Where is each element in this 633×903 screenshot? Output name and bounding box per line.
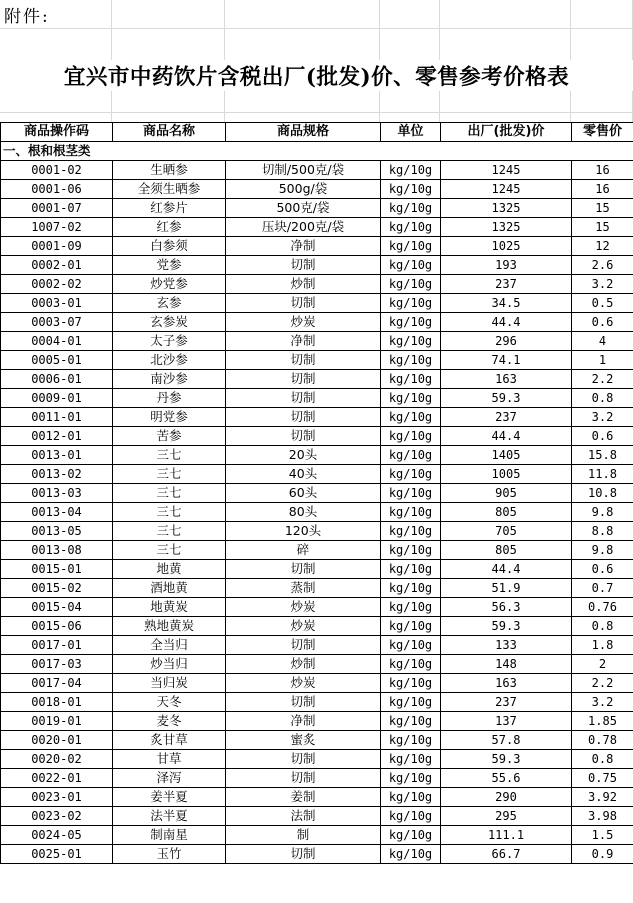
cell-name: 法半夏 — [113, 807, 226, 826]
cell-name: 全须生晒参 — [113, 180, 226, 199]
cell-unit: kg/10g — [381, 731, 441, 750]
cell-spec: 切制 — [226, 256, 381, 275]
cell-name: 玉竹 — [113, 845, 226, 864]
cell-wholesale: 705 — [441, 522, 572, 541]
cell-name: 酒地黄 — [113, 579, 226, 598]
cell-retail: 1.85 — [572, 712, 633, 731]
cell-code: 0002-02 — [1, 275, 113, 294]
cell-retail: 16 — [572, 180, 633, 199]
cell-retail: 8.8 — [572, 522, 633, 541]
cell-wholesale: 111.1 — [441, 826, 572, 845]
table-row — [1, 788, 633, 807]
cell-spec: 切制 — [226, 636, 381, 655]
cell-unit: kg/10g — [381, 237, 441, 256]
cell-code: 0012-01 — [1, 427, 113, 446]
cell-retail: 1 — [572, 351, 633, 370]
table-row — [1, 408, 633, 427]
cell-code: 0023-02 — [1, 807, 113, 826]
cell-retail: 0.5 — [572, 294, 633, 313]
header-row — [1, 123, 633, 142]
cell-name: 炒当归 — [113, 655, 226, 674]
cell-code: 0013-03 — [1, 484, 113, 503]
cell-code: 0006-01 — [1, 370, 113, 389]
table-row — [1, 313, 633, 332]
attachment-label: 附件: — [4, 7, 50, 27]
cell-wholesale: 137 — [441, 712, 572, 731]
cell-unit: kg/10g — [381, 484, 441, 503]
cell-name: 三七 — [113, 522, 226, 541]
cell-name: 党参 — [113, 256, 226, 275]
cell-spec: 制 — [226, 826, 381, 845]
cell-unit: kg/10g — [381, 522, 441, 541]
cell-wholesale: 1325 — [441, 199, 572, 218]
cell-name: 麦冬 — [113, 712, 226, 731]
cell-wholesale: 163 — [441, 370, 572, 389]
cell-retail: 11.8 — [572, 465, 633, 484]
table-row — [1, 750, 633, 769]
cell-spec: 净制 — [226, 712, 381, 731]
cell-code: 0013-01 — [1, 446, 113, 465]
category-label: 一、根和根茎类 — [1, 142, 633, 161]
cell-spec: 蜜炙 — [226, 731, 381, 750]
cell-unit: kg/10g — [381, 256, 441, 275]
table-row — [1, 769, 633, 788]
cell-unit: kg/10g — [381, 788, 441, 807]
cell-wholesale: 1025 — [441, 237, 572, 256]
cell-retail: 0.75 — [572, 769, 633, 788]
cell-unit: kg/10g — [381, 712, 441, 731]
cell-spec: 切制 — [226, 693, 381, 712]
cell-unit: kg/10g — [381, 541, 441, 560]
cell-wholesale: 1005 — [441, 465, 572, 484]
cell-retail: 3.2 — [572, 693, 633, 712]
cell-wholesale: 66.7 — [441, 845, 572, 864]
cell-code: 0013-05 — [1, 522, 113, 541]
cell-spec: 切制 — [226, 560, 381, 579]
cell-code: 0017-03 — [1, 655, 113, 674]
cell-retail: 1.5 — [572, 826, 633, 845]
cell-retail: 10.8 — [572, 484, 633, 503]
cell-wholesale: 44.4 — [441, 427, 572, 446]
table-row — [1, 598, 633, 617]
cell-code: 0013-04 — [1, 503, 113, 522]
cell-unit: kg/10g — [381, 446, 441, 465]
cell-code: 0019-01 — [1, 712, 113, 731]
cell-name: 炙甘草 — [113, 731, 226, 750]
cell-retail: 0.8 — [572, 389, 633, 408]
cell-code: 0009-01 — [1, 389, 113, 408]
cell-unit: kg/10g — [381, 655, 441, 674]
table-row — [1, 636, 633, 655]
cell-unit: kg/10g — [381, 161, 441, 180]
col-header-wholesale: 出厂(批发)价 — [441, 123, 572, 142]
cell-wholesale: 295 — [441, 807, 572, 826]
cell-code: 0002-01 — [1, 256, 113, 275]
sheet-preamble — [0, 0, 633, 122]
cell-code: 0001-06 — [1, 180, 113, 199]
cell-unit: kg/10g — [381, 617, 441, 636]
cell-code: 0015-02 — [1, 579, 113, 598]
cell-code: 0015-06 — [1, 617, 113, 636]
table-row — [1, 161, 633, 180]
cell-unit: kg/10g — [381, 579, 441, 598]
table-row — [1, 218, 633, 237]
col-header-unit: 单位 — [381, 123, 441, 142]
cell-code: 0004-01 — [1, 332, 113, 351]
cell-spec: 切制 — [226, 370, 381, 389]
cell-spec: 炒炭 — [226, 598, 381, 617]
cell-unit: kg/10g — [381, 826, 441, 845]
cell-unit: kg/10g — [381, 218, 441, 237]
cell-unit: kg/10g — [381, 750, 441, 769]
cell-code: 0005-01 — [1, 351, 113, 370]
cell-unit: kg/10g — [381, 845, 441, 864]
cell-unit: kg/10g — [381, 427, 441, 446]
cell-retail: 0.76 — [572, 598, 633, 617]
cell-wholesale: 296 — [441, 332, 572, 351]
cell-retail: 0.7 — [572, 579, 633, 598]
cell-unit: kg/10g — [381, 636, 441, 655]
cell-name: 三七 — [113, 465, 226, 484]
cell-name: 红参 — [113, 218, 226, 237]
cell-wholesale: 163 — [441, 674, 572, 693]
cell-spec: 净制 — [226, 237, 381, 256]
cell-wholesale: 148 — [441, 655, 572, 674]
cell-wholesale: 34.5 — [441, 294, 572, 313]
cell-retail: 0.8 — [572, 750, 633, 769]
cell-spec: 切制 — [226, 845, 381, 864]
cell-name: 三七 — [113, 503, 226, 522]
cell-spec: 姜制 — [226, 788, 381, 807]
table-row — [1, 256, 633, 275]
cell-spec: 切制 — [226, 769, 381, 788]
cell-wholesale: 56.3 — [441, 598, 572, 617]
table-row — [1, 560, 633, 579]
cell-spec: 20头 — [226, 446, 381, 465]
cell-code: 0013-02 — [1, 465, 113, 484]
cell-code: 0013-08 — [1, 541, 113, 560]
table-row — [1, 484, 633, 503]
cell-retail: 9.8 — [572, 541, 633, 560]
table-row — [1, 807, 633, 826]
table-row — [1, 503, 633, 522]
cell-name: 天冬 — [113, 693, 226, 712]
cell-wholesale: 237 — [441, 693, 572, 712]
cell-spec: 炒制 — [226, 275, 381, 294]
cell-wholesale: 74.1 — [441, 351, 572, 370]
cell-name: 姜半夏 — [113, 788, 226, 807]
cell-code: 0018-01 — [1, 693, 113, 712]
cell-spec: 切制 — [226, 408, 381, 427]
cell-unit: kg/10g — [381, 199, 441, 218]
cell-wholesale: 1405 — [441, 446, 572, 465]
table-row — [1, 446, 633, 465]
col-header-name: 商品名称 — [113, 123, 226, 142]
cell-code: 0001-02 — [1, 161, 113, 180]
cell-spec: 500g/袋 — [226, 180, 381, 199]
cell-retail: 2.6 — [572, 256, 633, 275]
cell-wholesale: 805 — [441, 503, 572, 522]
cell-retail: 12 — [572, 237, 633, 256]
cell-name: 北沙参 — [113, 351, 226, 370]
table-row — [1, 693, 633, 712]
cell-wholesale: 44.4 — [441, 313, 572, 332]
cell-retail: 15 — [572, 218, 633, 237]
cell-retail: 2 — [572, 655, 633, 674]
cell-retail: 3.92 — [572, 788, 633, 807]
cell-spec: 切制 — [226, 351, 381, 370]
table-row — [1, 541, 633, 560]
cell-code: 0024-05 — [1, 826, 113, 845]
cell-name: 地黄 — [113, 560, 226, 579]
cell-unit: kg/10g — [381, 465, 441, 484]
cell-spec: 切制/500克/袋 — [226, 161, 381, 180]
cell-unit: kg/10g — [381, 503, 441, 522]
cell-wholesale: 1245 — [441, 180, 572, 199]
cell-code: 0020-02 — [1, 750, 113, 769]
cell-wholesale: 133 — [441, 636, 572, 655]
cell-code: 0022-01 — [1, 769, 113, 788]
cell-spec: 法制 — [226, 807, 381, 826]
cell-unit: kg/10g — [381, 389, 441, 408]
cell-wholesale: 57.8 — [441, 731, 572, 750]
cell-name: 全当归 — [113, 636, 226, 655]
cell-wholesale: 290 — [441, 788, 572, 807]
cell-retail: 2.2 — [572, 674, 633, 693]
table-row — [1, 731, 633, 750]
cell-spec: 蒸制 — [226, 579, 381, 598]
cell-wholesale: 44.4 — [441, 560, 572, 579]
cell-spec: 炒炭 — [226, 617, 381, 636]
table-row — [1, 237, 633, 256]
table-row — [1, 617, 633, 636]
table-row — [1, 427, 633, 446]
cell-code: 0003-07 — [1, 313, 113, 332]
cell-unit: kg/10g — [381, 332, 441, 351]
cell-retail: 3.2 — [572, 408, 633, 427]
cell-retail: 0.6 — [572, 313, 633, 332]
col-header-spec: 商品规格 — [226, 123, 381, 142]
col-header-code: 商品操作码 — [1, 123, 113, 142]
table-row — [1, 845, 633, 864]
cell-name: 红参片 — [113, 199, 226, 218]
cell-name: 熟地黄炭 — [113, 617, 226, 636]
cell-retail: 2.2 — [572, 370, 633, 389]
cell-code: 0001-07 — [1, 199, 113, 218]
cell-spec: 切制 — [226, 294, 381, 313]
cell-spec: 炒炭 — [226, 674, 381, 693]
cell-retail: 0.78 — [572, 731, 633, 750]
cell-name: 当归炭 — [113, 674, 226, 693]
cell-spec: 切制 — [226, 750, 381, 769]
cell-spec: 炒制 — [226, 655, 381, 674]
cell-name: 太子参 — [113, 332, 226, 351]
cell-name: 玄参炭 — [113, 313, 226, 332]
cell-code: 0017-01 — [1, 636, 113, 655]
cell-name: 白参须 — [113, 237, 226, 256]
cell-name: 明党参 — [113, 408, 226, 427]
cell-retail: 9.8 — [572, 503, 633, 522]
cell-unit: kg/10g — [381, 313, 441, 332]
cell-code: 0015-01 — [1, 560, 113, 579]
cell-wholesale: 237 — [441, 275, 572, 294]
cell-unit: kg/10g — [381, 598, 441, 617]
table-row — [1, 180, 633, 199]
cell-retail: 15.8 — [572, 446, 633, 465]
cell-unit: kg/10g — [381, 180, 441, 199]
cell-code: 0015-04 — [1, 598, 113, 617]
cell-name: 三七 — [113, 484, 226, 503]
cell-unit: kg/10g — [381, 693, 441, 712]
table-row — [1, 199, 633, 218]
cell-spec: 120头 — [226, 522, 381, 541]
table-row — [1, 674, 633, 693]
cell-code: 0011-01 — [1, 408, 113, 427]
cell-unit: kg/10g — [381, 351, 441, 370]
cell-retail: 3.2 — [572, 275, 633, 294]
cell-unit: kg/10g — [381, 807, 441, 826]
cell-retail: 0.9 — [572, 845, 633, 864]
col-header-retail: 零售价 — [572, 123, 633, 142]
cell-spec: 切制 — [226, 389, 381, 408]
cell-name: 南沙参 — [113, 370, 226, 389]
cell-wholesale: 805 — [441, 541, 572, 560]
cell-unit: kg/10g — [381, 769, 441, 788]
cell-spec: 500克/袋 — [226, 199, 381, 218]
cell-unit: kg/10g — [381, 408, 441, 427]
cell-name: 泽泻 — [113, 769, 226, 788]
cell-name: 制南星 — [113, 826, 226, 845]
table-row — [1, 332, 633, 351]
cell-code: 1007-02 — [1, 218, 113, 237]
cell-retail: 16 — [572, 161, 633, 180]
cell-wholesale: 55.6 — [441, 769, 572, 788]
table-row — [1, 655, 633, 674]
cell-code: 0003-01 — [1, 294, 113, 313]
cell-spec: 60头 — [226, 484, 381, 503]
cell-code: 0001-09 — [1, 237, 113, 256]
table-row — [1, 826, 633, 845]
cell-spec: 净制 — [226, 332, 381, 351]
category-row — [1, 142, 633, 161]
cell-name: 三七 — [113, 541, 226, 560]
cell-name: 地黄炭 — [113, 598, 226, 617]
table-row — [1, 389, 633, 408]
cell-name: 甘草 — [113, 750, 226, 769]
table-row — [1, 465, 633, 484]
cell-retail: 0.8 — [572, 617, 633, 636]
cell-name: 玄参 — [113, 294, 226, 313]
cell-name: 炒党参 — [113, 275, 226, 294]
cell-retail: 0.6 — [572, 427, 633, 446]
table-row — [1, 370, 633, 389]
cell-wholesale: 59.3 — [441, 389, 572, 408]
cell-retail: 15 — [572, 199, 633, 218]
cell-spec: 炒炭 — [226, 313, 381, 332]
table-row — [1, 294, 633, 313]
cell-unit: kg/10g — [381, 674, 441, 693]
cell-name: 丹参 — [113, 389, 226, 408]
table-row — [1, 351, 633, 370]
cell-wholesale: 59.3 — [441, 617, 572, 636]
price-table — [0, 122, 633, 864]
table-row — [1, 579, 633, 598]
cell-unit: kg/10g — [381, 560, 441, 579]
cell-code: 0020-01 — [1, 731, 113, 750]
page-title: 宜兴市中药饮片含税出厂(批发)价、零售参考价格表 — [0, 60, 633, 91]
cell-code: 0023-01 — [1, 788, 113, 807]
table-row — [1, 712, 633, 731]
cell-wholesale: 905 — [441, 484, 572, 503]
cell-retail: 3.98 — [572, 807, 633, 826]
cell-retail: 4 — [572, 332, 633, 351]
cell-wholesale: 237 — [441, 408, 572, 427]
cell-wholesale: 59.3 — [441, 750, 572, 769]
cell-wholesale: 1325 — [441, 218, 572, 237]
cell-wholesale: 193 — [441, 256, 572, 275]
cell-spec: 碎 — [226, 541, 381, 560]
table-row — [1, 275, 633, 294]
cell-spec: 压块/200克/袋 — [226, 218, 381, 237]
cell-spec: 40头 — [226, 465, 381, 484]
cell-code: 0017-04 — [1, 674, 113, 693]
cell-spec: 切制 — [226, 427, 381, 446]
cell-wholesale: 51.9 — [441, 579, 572, 598]
cell-unit: kg/10g — [381, 370, 441, 389]
table-row — [1, 522, 633, 541]
cell-unit: kg/10g — [381, 294, 441, 313]
cell-wholesale: 1245 — [441, 161, 572, 180]
cell-name: 生晒参 — [113, 161, 226, 180]
cell-name: 苦参 — [113, 427, 226, 446]
cell-spec: 80头 — [226, 503, 381, 522]
cell-retail: 1.8 — [572, 636, 633, 655]
cell-retail: 0.6 — [572, 560, 633, 579]
cell-unit: kg/10g — [381, 275, 441, 294]
cell-name: 三七 — [113, 446, 226, 465]
cell-code: 0025-01 — [1, 845, 113, 864]
